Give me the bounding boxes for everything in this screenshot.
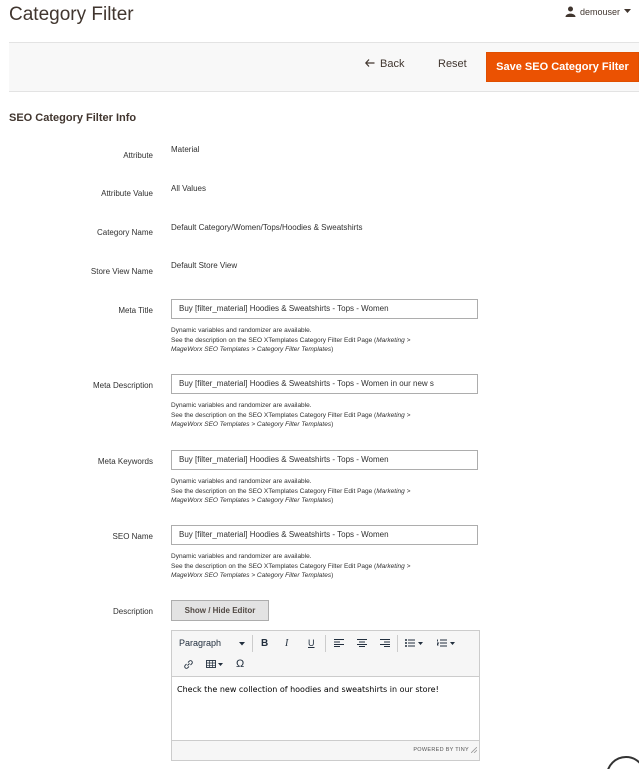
align-right-icon[interactable] xyxy=(380,639,390,647)
meta-description-input[interactable]: Buy [filter_material] Hoodies & Sweatshirts - Tops - Women in our new s xyxy=(171,374,478,394)
numbered-list-icon[interactable] xyxy=(437,639,455,647)
align-center-icon[interactable] xyxy=(357,639,367,647)
meta-title-label: Meta Title xyxy=(118,306,153,315)
arrow-left-icon xyxy=(365,58,375,70)
category-name-label: Category Name xyxy=(96,228,153,237)
italic-button[interactable]: I xyxy=(285,638,289,649)
seo-name-input[interactable]: Buy [filter_material] Hoodies & Sweatshirts - Tops - Women xyxy=(171,525,478,545)
resize-handle-icon[interactable] xyxy=(471,740,477,758)
attribute-value-label: Attribute Value xyxy=(101,189,153,198)
back-button[interactable] xyxy=(365,58,404,70)
store-view-name-label: Store View Name xyxy=(90,267,153,276)
underline-button[interactable]: U xyxy=(308,638,315,648)
back-label: Back xyxy=(380,58,405,70)
meta-keywords-input[interactable]: Buy [filter_material] Hoodies & Sweatshirts - Tops - Women xyxy=(171,450,478,470)
description-label: Description xyxy=(112,607,153,616)
meta-title-input[interactable]: Buy [filter_material] Hoodies & Sweatshirts - Tops - Women xyxy=(171,299,478,319)
category-name-value: Default Category/Women/Tops/Hoodies & Sweatshirts xyxy=(171,223,363,232)
link-icon[interactable] xyxy=(184,660,193,669)
format-select[interactable]: Paragraph xyxy=(179,638,245,648)
meta-keywords-note: Dynamic variables and randomizer are available. See the description on the SEO XTemplates Category Filter Edit Page (Marketing > MageWorx SEO Templates > Category Filter Templates) xyxy=(171,478,411,504)
save-button[interactable]: Save SEO Category Filter xyxy=(486,52,639,82)
user-icon xyxy=(565,6,576,17)
meta-description-label: Meta Description xyxy=(92,381,153,390)
seo-name-note: Dynamic variables and randomizer are available. See the description on the SEO XTemplates Category Filter Edit Page (Marketing > MageWorx SEO Templates > Category Filter Templates) xyxy=(171,553,411,579)
action-bar xyxy=(9,42,639,92)
special-character-icon[interactable]: Ω xyxy=(236,658,245,670)
attribute-value: Material xyxy=(171,145,200,154)
bold-button[interactable]: B xyxy=(261,638,269,649)
caret-down-icon xyxy=(239,638,245,648)
caret-down-icon xyxy=(624,9,631,14)
editor-toolbar xyxy=(172,631,479,677)
user-menu[interactable] xyxy=(565,6,631,17)
wysiwyg-editor xyxy=(171,630,480,761)
align-left-icon[interactable] xyxy=(334,639,344,647)
reset-button[interactable]: Reset xyxy=(438,58,467,70)
floating-help-button[interactable] xyxy=(606,756,639,769)
editor-statusbar xyxy=(172,740,479,760)
page-title: Category Filter xyxy=(9,4,134,25)
username: demouser xyxy=(579,6,620,17)
editor-content[interactable]: Check the new collection of hoodies and sweatshirts in our store! xyxy=(177,685,439,694)
meta-description-note: Dynamic variables and randomizer are available. See the description on the SEO XTemplates Category Filter Edit Page (Marketing > MageWorx SEO Templates > Category Filter Templates) xyxy=(171,402,411,428)
seo-name-label: SEO Name xyxy=(112,532,153,541)
toggle-editor-button[interactable]: Show / Hide Editor xyxy=(171,600,269,621)
table-icon[interactable] xyxy=(206,660,223,668)
meta-title-note: Dynamic variables and randomizer are available. See the description on the SEO XTemplates Category Filter Edit Page (Marketing > MageWorx SEO Templates > Category Filter Templates) xyxy=(171,327,411,353)
attribute-value-value: All Values xyxy=(171,184,206,193)
store-view-name-value: Default Store View xyxy=(171,261,238,270)
powered-by-text[interactable]: POWERED BY TINY xyxy=(413,747,469,753)
bullet-list-icon[interactable] xyxy=(405,639,423,647)
attribute-label: Attribute xyxy=(123,151,153,160)
meta-keywords-label: Meta Keywords xyxy=(97,457,153,466)
section-title: SEO Category Filter Info xyxy=(9,112,137,124)
